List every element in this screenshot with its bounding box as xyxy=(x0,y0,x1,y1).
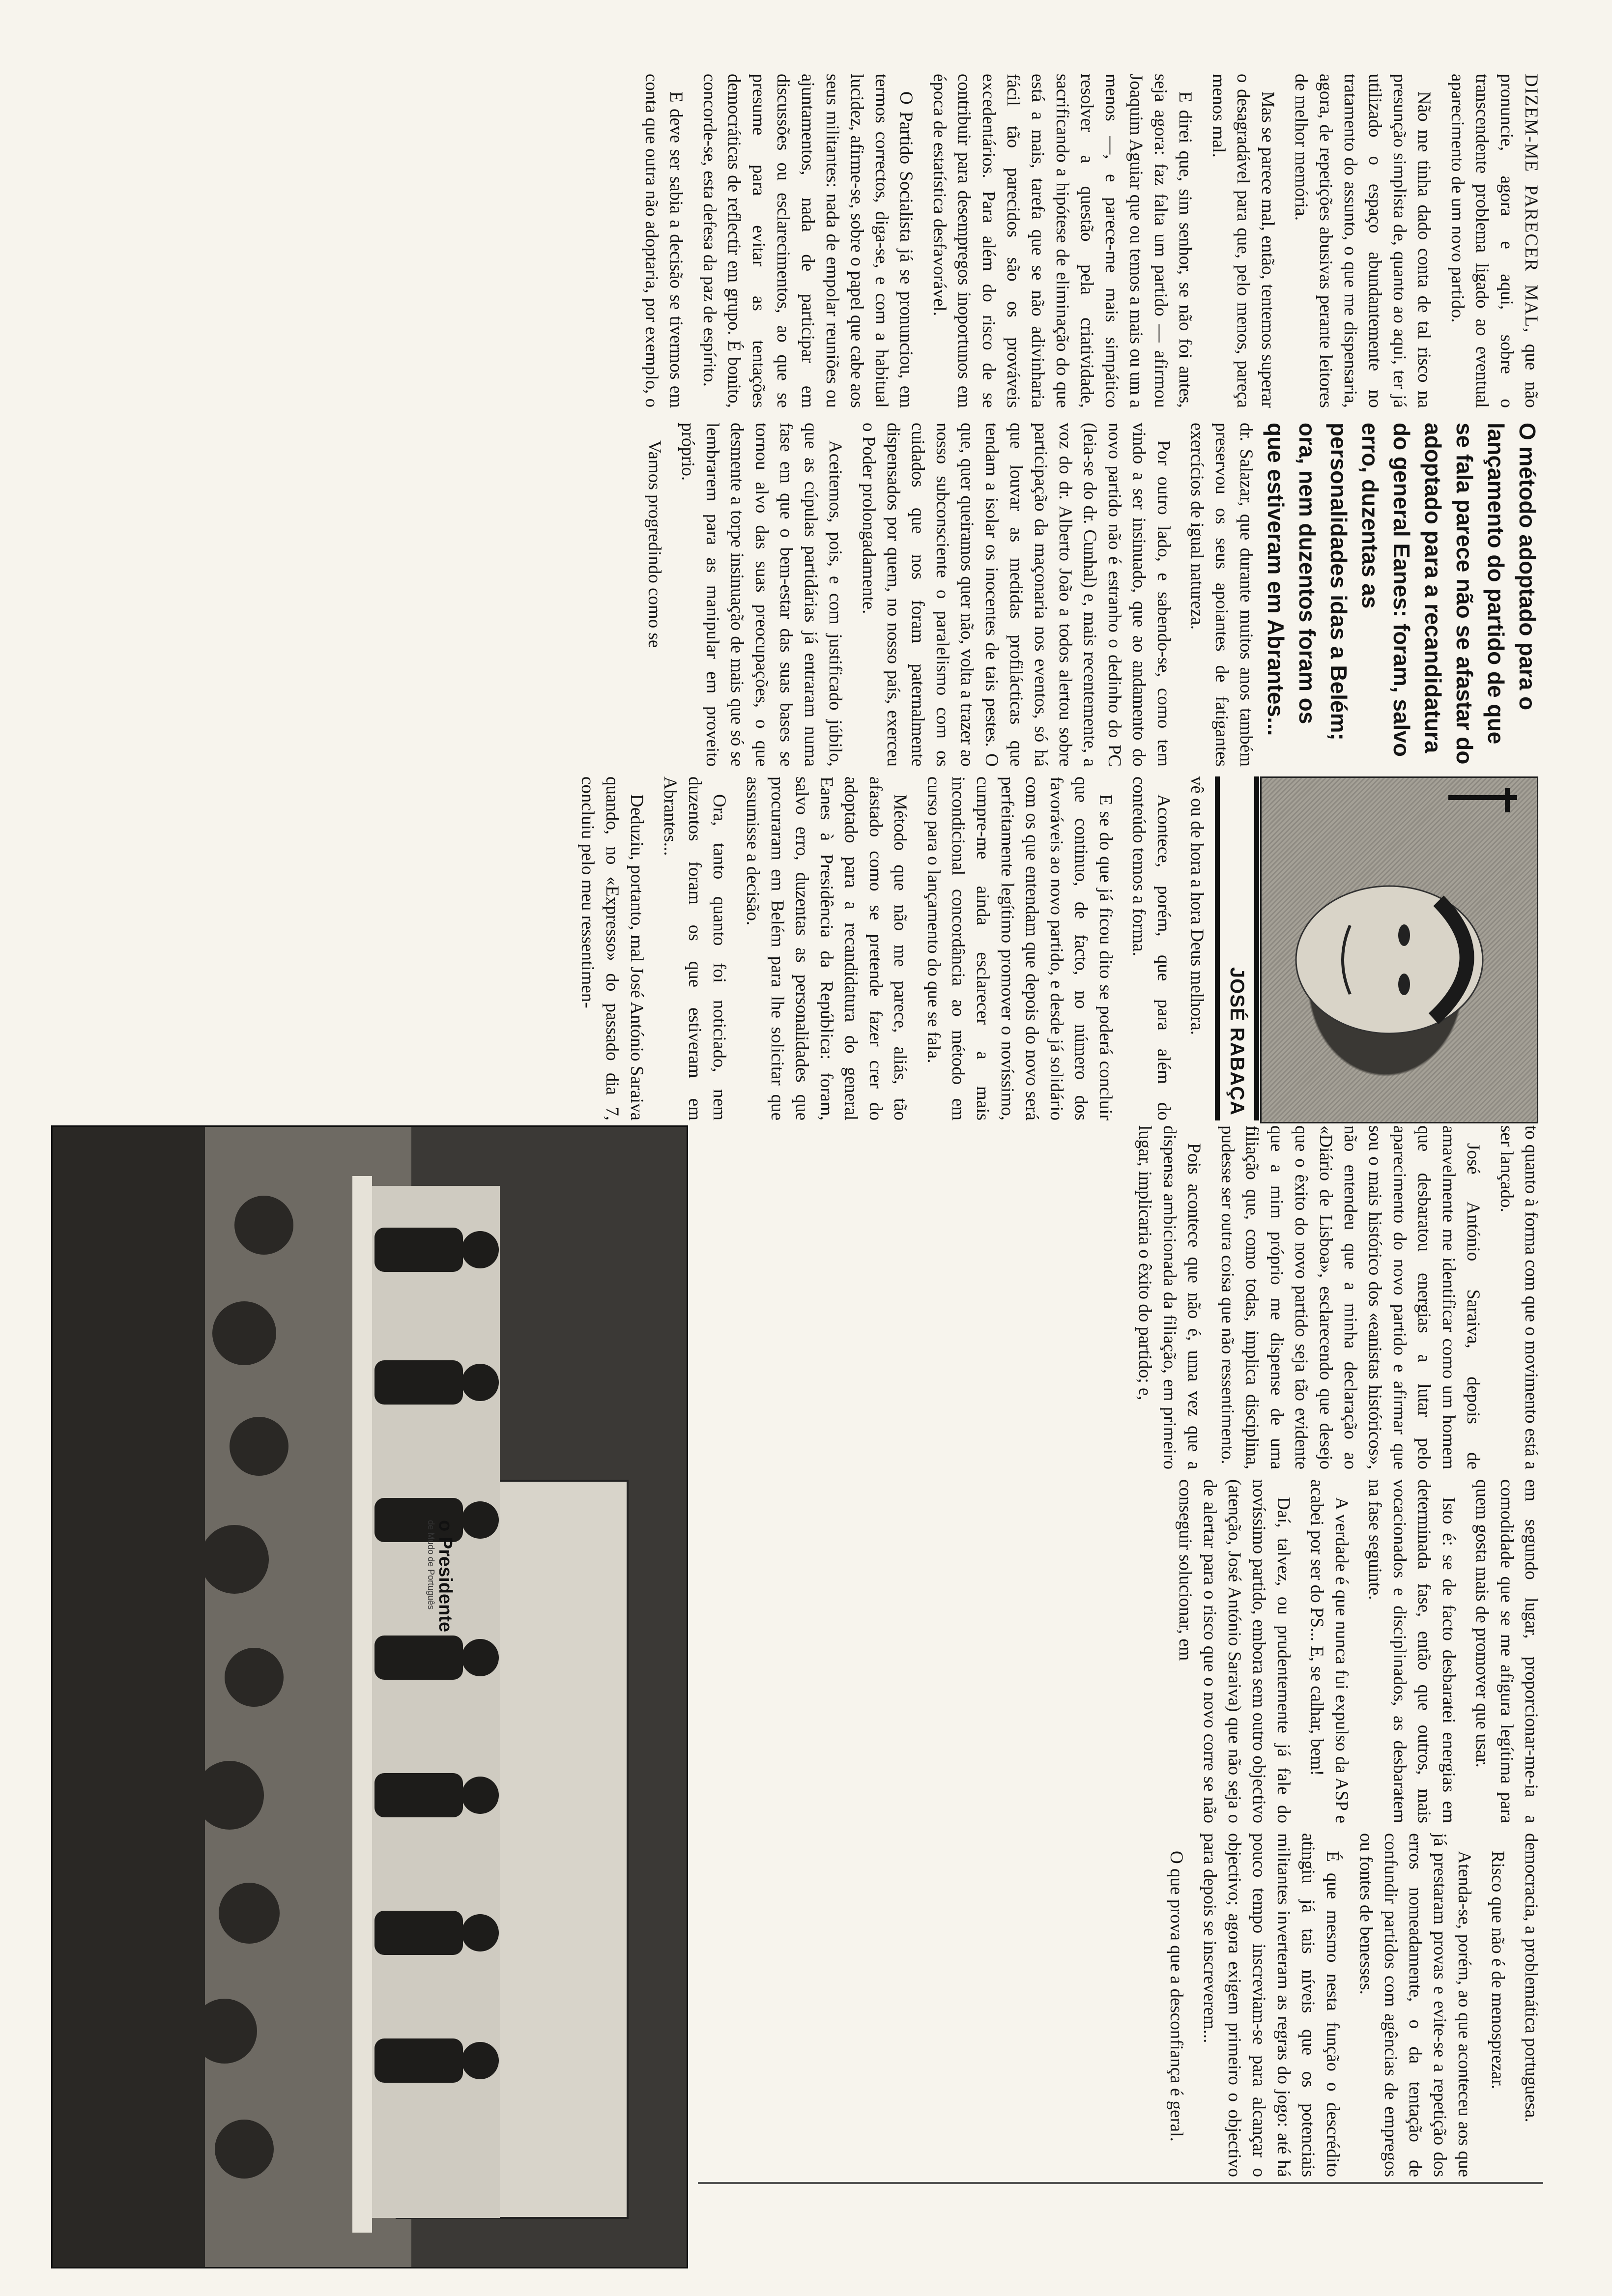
paragraph: O que prova que a desconfiança é geral. xyxy=(1166,1851,1186,2142)
paragraph: Aceitemos, pois, e com justificado júbilo, que as cúpulas partidárias já entraram numa fase em que o bem-estar das suas bases se tornou alvo das suas preocupações, o que desmente a torpe insinuação de mais que só se lembrarem para as manipular em proveito próprio. xyxy=(678,423,845,767)
paragraph: Daí, talvez, ou prudentemente já fale do novíssimo partido, embora sem outro objectivo (atenção, José António Saraiva) que não seja o de alertar para o risco que o novo corre se não conseguir solucionar, em xyxy=(1175,1479,1294,1823)
paragraph: A verdade é que nunca fui expulso da ASP e acabei por ser do PS... E, se calhar, bem! xyxy=(1307,1479,1352,1823)
article-column-1 xyxy=(59,74,1543,408)
paragraph: dr. Salazar, que durante muitos anos também preservou os seus apoiantes de fatigantes exercícios de igual natureza. xyxy=(1187,423,1256,767)
paragraph: vê ou de hora a hora Deus melhora. xyxy=(1187,776,1207,1035)
news-photo-image xyxy=(53,1127,687,2267)
paragraph: Atenda-se, porém, ao que aconteceu aos que já prestaram provas e evite-se a repetição dos erros nomeadamente, o da tentação de confundir partidos com agências de empregos ou fontes de benesses. xyxy=(1356,1833,1474,2177)
paragraph: em segundo lugar, proporcionar-me-ia a comodidade que se me afigura legítima para quem gosta mais de promover que usar. xyxy=(1472,1479,1541,1823)
paragraph: Por outro lado, e sabendo-se, como tem vindo a ser insinuado, que ao andamento do novo partido não é estranho o dedinho do PC (leia-se do dr. Cunhal) e, mais recentemente, a voz do dr. Alberto João a todos alertou sobre participação da maçonaria nos eventos, só há que louvar as medidas profilácticas que tendam a isolar os inocentes de tais pestes. O que, quer queiramos quer não, volta a trazer ao nosso subconsciente o paralelismo com os cuidados que nos foram paternalmente dispensados por quem, no nosso país, exerceu o Poder prolongadamente. xyxy=(859,423,1174,767)
paragraph: E se do que já ficou dito se poderá concluir que continuo, de facto, no número dos favoráveis ao novo partido, e desde já solidário com os que entendam que depois do novo será perfeitamente legítimo promover o novíssimo, cumpre-me ainda esclarecer a mais incondicional concordância ao método em curso para o lançamento do que se fala. xyxy=(923,776,1116,1120)
paragraph: O Partido Socialista já se pronunciou, em termos correctos, diga-se, e com a habitual lucidez, afirme-se, sobre o papel que cabe aos seus militantes: nada de empolar reuniões ou ajuntamentos, nada de participar em discussões ou esclarecimentos, ao que se presume para evitar as tentações democráticas de reflectir em grupo. É bonito, concorde-se, esta defesa da paz de espírito. xyxy=(699,74,916,408)
paragraph: Risco que não é de menosprezar. xyxy=(1488,1851,1508,2089)
author-byline: JOSÉ RABAÇA xyxy=(1226,967,1248,1116)
paragraph: to quanto à forma com que o movimento está a ser lançado. xyxy=(1497,1125,1541,1469)
photo-banner-label: o Presidente xyxy=(435,1520,456,1633)
paragraph: Ora, tanto quanto foi noticiado, nem duzentos foram os que estiveram em Abrantes... xyxy=(660,776,729,1120)
paragraph: Vamos progredindo como se xyxy=(644,440,664,648)
opening-words: DIZEM-ME PARECER MAL xyxy=(1521,74,1541,328)
paragraph: Não me tinha dado conta de tal risco na presunção simplista de, quanto ao aqui, ter já utilizado o espaço abundantemente no tratamento do assunto, o que me dispensaria, agora, de repetições abusivas perante leitores de melhor memória. xyxy=(1291,74,1434,408)
edge-rule xyxy=(698,2182,1543,2184)
article-column-6 xyxy=(708,1833,1543,2177)
article-column-3 xyxy=(59,776,1209,1120)
news-photo xyxy=(51,1125,688,2268)
opening-paragraph xyxy=(1445,74,1543,408)
article-column-2 xyxy=(59,423,1258,767)
paragraph: Mas se parece mal, então, tentemos superar o desagradável para que, pelo menos, pareça menos mal. xyxy=(1209,74,1278,408)
paragraph: Pois acontece que não é, uma vez que a dispensa ambicionada da filiação, em primeiro lugar, implicaria o êxito do partido; e, xyxy=(1135,1125,1204,1469)
paragraph: democracia, a problemática portuguesa. xyxy=(1521,1833,1541,2123)
byline-bar xyxy=(1215,776,1259,1120)
paragraph: José António Saraiva, depois de amavelmente me identificar como um homem que desbaratou energias a lutar pelo aparecimento do novo partido e afirmar que sou o mais histórico dos «eanistas históricos», não entendeu que a minha declaração ao «Diário de Lisboa», esclarecendo que desejo que o êxito do novo partido seja tão evidente que a mim próprio me dispense de uma filiação que, como todas, implica disciplina, pudesse ser outra coisa que não ressentimento. xyxy=(1217,1125,1483,1469)
article-column-5 xyxy=(708,1479,1543,1823)
paragraph: Método que não me parece, aliás, tão afastado como se pretende fazer crer do adoptado para a recandidatura do general Eanes à Presidência da República: foram, salvo erro, duzentas as personalidades que procuraram em Belém para lhe solicitar que assumisse a decisão. xyxy=(743,776,910,1120)
photo-banner-sublabel: de Mudo de Português xyxy=(426,1520,436,1610)
paragraph: Acontece, porém, que para além do conteúdo temos a forma. xyxy=(1129,776,1174,1120)
author-photo xyxy=(1260,776,1538,1123)
headline: O método adoptado para o lançamento do partido de que se fala parece não se afastar do adoptado para a recandidatura do general Eanes: foram, salvo erro, duzentas as personalidades idas a Belém; ora, nem duzentos foram os que estiveram em Abrantes... xyxy=(1263,423,1540,765)
paragraph: E direi que, sim senhor, se não foi antes, seja agora: faz falta um partido — afirmou Joaquim Aguiar que ou temos a mais ou um a menos —, e parece-me mais simpático resolver a questão pela criatividade, sacrificando a hipótese de eliminação do que está a mais, tarefa que se não adivinharia fácil tão parecidos são os prováveis excedentários. Para além do risco de se contribuir para desempregos inoportunos em época de estatística desfavorável. xyxy=(929,74,1195,408)
paragraph: E deve ser sabia a decisão se tivermos em conta que outra não adoptaria, por exemplo, o xyxy=(641,74,686,408)
paragraph: Deduziu, portanto, mal José António Saraiva quando, no «Expresso» do passado dia 7, concluiu pelo meu ressentimen- xyxy=(577,776,647,1120)
paragraph-text: , que não pronuncie, agora e aqui, sobre o transcendente problema ligado ao eventual aparecimento de um novo partido. xyxy=(1447,74,1541,408)
author-portrait-image xyxy=(1262,778,1537,1122)
paragraph: É que mesmo nesta função o descrédito atingiu já tais níveis que os potenciais militantes inverteram as regras do jogo: até há pouco tempo inscreviam-se para alcançar o objectivo; agora exigem primeiro o objectivo para depois se inscreverem... xyxy=(1200,1833,1343,2177)
headline-block xyxy=(1263,423,1543,767)
paragraph: Isto é: se de facto desbaratei energias em determinada fase, então que outros, mais vocacionados e disciplinados, as desbaratem na fase seguinte. xyxy=(1365,1479,1459,1823)
article-column-4 xyxy=(708,1125,1543,1469)
